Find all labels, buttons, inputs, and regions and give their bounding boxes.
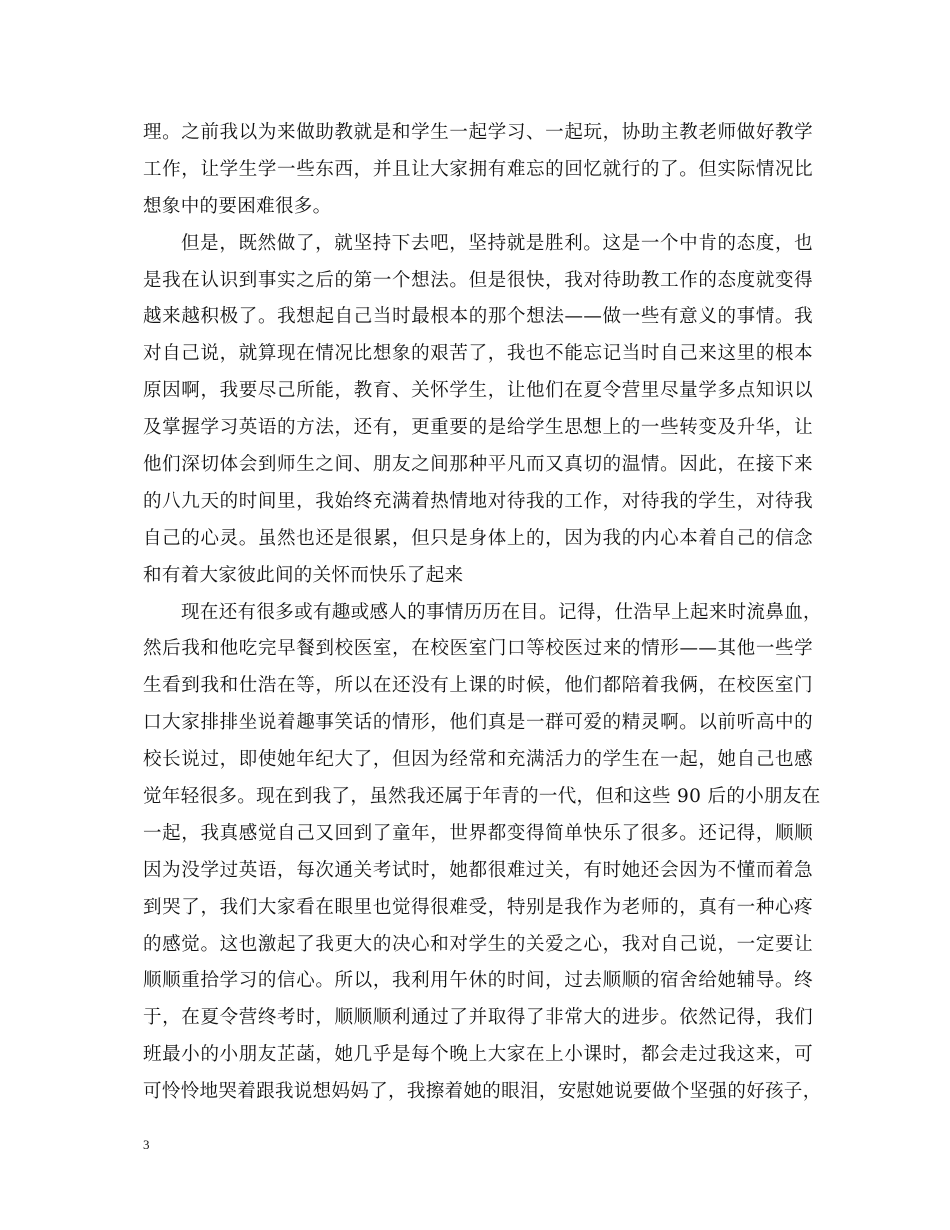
text-line: 和有着大家彼此间的关怀而快乐了起来 <box>143 564 464 586</box>
text-line: 但是，既然做了，就坚持下去吧，坚持就是胜利。这是一个中肯的态度，也 <box>181 232 813 254</box>
paragraph <box>143 595 822 1111</box>
text-line: 原因啊，我要尽己所能，教育、关怀学生，让他们在夏令营里尽量学多点知识以 <box>143 380 813 402</box>
text-line: 到哭了，我们大家看在眼里也觉得很难受，特别是我作为老师的，真有一种心疼 <box>143 896 813 918</box>
paragraph <box>143 115 813 226</box>
text-line: 然后我和他吃完早餐到校医室，在校医室门口等校医过来的情形——其他一些学 <box>143 638 813 660</box>
text-line: 于，在夏令营终考时，顺顺顺利通过了并取得了非常大的进步。依然记得，我们 <box>143 1007 813 1029</box>
text-line: 工作，让学生学一些东西，并且让大家拥有难忘的回忆就行的了。但实际情况比 <box>143 158 813 180</box>
page-number: 3 <box>143 1137 150 1152</box>
text-line: 及掌握学习英语的方法，还有，更重要的是给学生思想上的一些转变及升华，让 <box>143 417 813 439</box>
text-line: 理。之前我以为来做助教就是和学生一起学习、一起玩，协助主教老师做好教学 <box>143 122 813 143</box>
text-line: 生看到我和仕浩在等，所以在还没有上课的时候，他们都陪着我俩，在校医室门 <box>143 675 813 697</box>
text-line: 现在还有很多或有趣或感人的事情历历在目。记得，仕浩早上起来时流鼻血， <box>181 601 822 623</box>
text-line: 想象中的要困难很多。 <box>143 195 332 217</box>
text-line: 班最小的小朋友芷菡，她几乎是每个晚上大家在上小课时，都会走过我这来，可 <box>143 1044 813 1066</box>
text-line: 顺顺重拾学习的信心。所以，我利用午休的时间，过去顺顺的宿舍给她辅导。终 <box>143 970 813 992</box>
text-line: 可怜怜地哭着跟我说想妈妈了，我擦着她的眼泪，安慰她说要做个坚强的好孩子， <box>143 1081 822 1103</box>
text-line: 的感觉。这也激起了我更大的决心和对学生的关爱之心，我对自己说，一定要让 <box>143 933 813 955</box>
text-line: 对自己说，就算现在情况比想象的艰苦了，我也不能忘记当时自己来这里的根本 <box>143 343 813 365</box>
text-line: 是我在认识到事实之后的第一个想法。但是很快，我对待助教工作的态度就变得 <box>143 269 813 291</box>
document-body <box>143 115 822 1111</box>
text-line: 他们深切体会到师生之间、朋友之间那种平凡而又真切的温情。因此，在接下来 <box>143 454 813 476</box>
text-line: 自己的心灵。虽然也还是很累，但只是身体上的，因为我的内心本着自己的信念 <box>143 527 813 549</box>
paragraph <box>143 226 813 595</box>
text-line: 因为没学过英语，每次通关考试时，她都很难过关，有时她还会因为不懂而着急 <box>143 859 813 881</box>
text-line: 口大家排排坐说着趣事笑话的情形，他们真是一群可爱的精灵啊。以前听高中的 <box>143 712 813 734</box>
text-line: 校长说过，即使她年纪大了，但因为经常和充满活力的学生在一起，她自己也感 <box>143 749 813 771</box>
text-line: 觉年轻很多。现在到我了，虽然我还属于年青的一代，但和这些 90 后的小朋友在 <box>143 786 821 808</box>
text-line: 一起，我真感觉自己又回到了童年，世界都变得简单快乐了很多。还记得，顺顺 <box>143 822 813 844</box>
text-line: 越来越积极了。我想起自己当时最根本的那个想法——做一些有意义的事情。我 <box>143 306 813 328</box>
text-line: 的八九天的时间里，我始终充满着热情地对待我的工作，对待我的学生，对待我 <box>143 490 813 512</box>
